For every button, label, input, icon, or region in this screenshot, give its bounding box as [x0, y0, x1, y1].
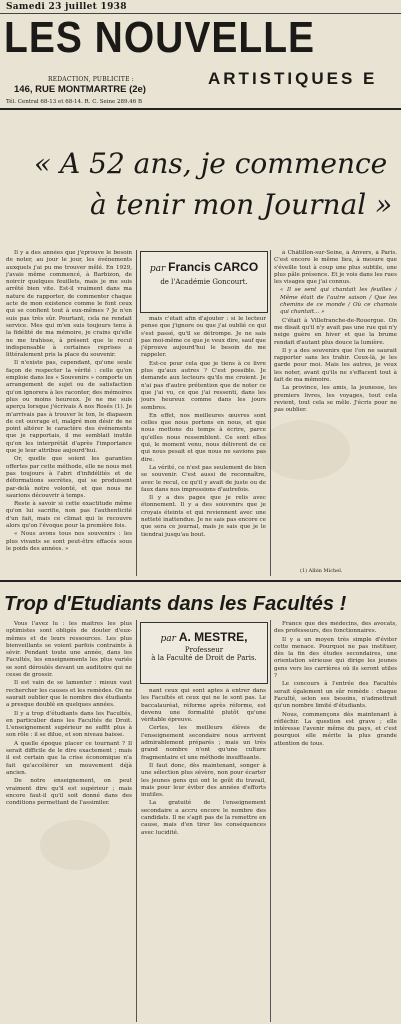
author-line: [141, 260, 267, 274]
paragraph: Le concours à l'entrée des Facultés serait également un sûr remède : chaque Faculté, selon ses besoins, n'admettrait qu'un nombre limité d'étudiants.: [274, 681, 397, 710]
article2-column-3: [274, 621, 397, 1021]
column-divider: [136, 250, 137, 576]
paragraph: nant ceux qui sont aptes à entrer dans les Facultés et ceux qui ne le sont pas. Le baccalauréat, réforme après réforme, est devenu une formalité plutôt qu'une véritable épreuve.: [141, 688, 266, 724]
paragraph: Vous l'avez lu : les maîtres les plus optimistes sont obligés de douter d'eux-mêmes et de leurs ressources. Les plus bienveillants se voient parfois contraints à sévir. Pendant toute une année, dans les Facultés, les enseignements les plus variés se sont déroulés devant un auditoire qui ne cesse de grossir.: [6, 621, 132, 679]
paragraph: Or, quelle que soient les garanties offertes par cette méthode, elle ne nous met pas toujours à l'abri d'infidélités et de déformations secrètes, qui se produisent par-delà notre volonté, et que nous ne saurions découvrir à temps.: [6, 456, 132, 499]
paragraph: Nous, commençons dès maintenant à réfléchir. La question est grave ; elle intéresse l'avenir même du pays, et c'est pourquoi elle mérite la plus grande attention de tous.: [274, 711, 397, 747]
paragraph: France que des médecins, des avocats, des professeurs, des fonctionnaires.: [274, 621, 397, 635]
redaction-label: REDACTION, PUBLICITE :: [48, 76, 135, 83]
phone-numbers: Tél. Central 68-13 et 68-14. R. C. Seine 289.46 B: [6, 99, 143, 105]
author-affiliation: de l'Académie Goncourt.: [160, 278, 248, 286]
paragraph: à Châtillon-sur-Seine, à Anvers, à Paris. C'est encore le même lieu, à mesure que s'éveille tout à coup une plus subtile, une plus pâle présence. Et je vois dans les rues les visages que j'ai connus.: [274, 250, 397, 286]
article1-column-2: [141, 316, 266, 576]
paragraph: Il n'existe pas, cependant, qu'une seule façon de respecter la vérité : celle qu'on emploie dans les « Souvenirs » comporte un arrangement de sujet ou de satisfaction qu'on ignorera à les raconter, des mémoires plus ou moins heureux. Je ne me suis aperçu lorsque j'écrivais À nos Rosés (1). Je m'arrivais pas à trouver le ton, le diapason de cet ouvrage et, malgré mon désir de ne point altérer le caractère des événements que je rapportais, il me semblait inutile qu'on les interprétât d'après l'importance que je leur attribue aujourd'hui.: [6, 360, 132, 455]
paragraph: Il y a trop d'étudiants dans les Facultés, en particulier dans les Facultés de Droit. L'enseignement supérieur ne suffit plus à son rôle : il se dilue, et son niveau baisse.: [6, 710, 132, 739]
paragraph: De notre enseignement, on peut vraiment dire qu'il est supérieur ; mais encore faut-il qu'il soit donné dans des conditions permettant de l'assimiler.: [6, 778, 132, 807]
paragraph: La province, les amis, la jeunesse, les premiers livres, les voyages, tout cela revient, tout cela se mêle. J'écris pour ne pas oublier.: [274, 385, 397, 414]
paragraph: « Nous avons tous nos souvenirs : les plus vivants se sont peut-être effacés sous le poids des années. »: [6, 531, 132, 552]
footnote: (1) Albin Michel.: [300, 568, 343, 574]
section-rule: [0, 580, 401, 582]
author-prefix: par: [160, 634, 176, 644]
paragraph: mais c'était afin d'ajouter : si le lecteur pense que j'ignore ou que j'ai oublié ce qui s'est passé, qu'il se détrompe. Je ne sais pas moi-même ce que je veux dire, sauf que j'éprouve aujourd'hui le besoin de me rappeler.: [141, 316, 266, 359]
article1-column-1: [6, 250, 132, 576]
paragraph: Certes, les meilleurs élèves de l'enseignement secondaire nous arrivent admirablement préparés ; mais un très grand nombre n'ont qu'une culture fragmentaire et une méthode insuffisante.: [141, 725, 266, 761]
article2-author-box: [140, 622, 268, 684]
paragraph: Il faut donc, dès maintenant, songer à une sélection plus sévère, non pour écarter les jeunes gens qui ont le goût du travail, mais pour leur éviter des années d'efforts inutiles.: [141, 762, 266, 799]
masthead-subtitle: ARTISTIQUES E: [208, 69, 378, 88]
column-divider: [136, 620, 137, 1022]
paragraph: La vérité, ce n'est pas seulement de bien se souvenir. C'est aussi de reconnaître, avec le recul, ce qu'il y avait de juste ou de faux dans nos impressions d'autrefois.: [141, 464, 266, 493]
author-line: [141, 630, 267, 644]
paragraph: C'était à Villefranche-de-Rouergue. On me disait qu'il n'y avait pas une rue qui n'y neige guère en hiver et que la brume rendait d'autant plus douce la lumière.: [274, 317, 397, 346]
issue-date: Samedi 23 juillet 1938: [6, 2, 127, 12]
paragraph: En effet, nos meilleures œuvres sont celles que nous portons en nous, et que nous mettons du temps à écrire, parce qu'elles nous ressemblent. Ce sont elles qui, le moment venu, nous délivrent de ce qui nous pesait et que nous ne savions pas dire.: [141, 412, 266, 463]
column-divider: [270, 250, 271, 576]
article1-headline-line1: « A 52 ans, je commence: [34, 147, 388, 180]
paragraph: Il y a un moyen très simple d'éviter cette menace. Pourquoi ne pas instituer, dès la fin des études secondaires, une orientation sérieuse qui dirige les jeunes gens vers les carrières où ils seront utiles ?: [274, 636, 397, 680]
paragraph: Il y a des souvenirs que l'on ne saurait rapporter sans les trahir. Ceux-là, je les garde pour moi. Mais les autres, je veux les noter, avant qu'ils ne s'effacent tout à fait de ma mémoire.: [274, 347, 397, 384]
paragraph: Il y a des pages que je relis avec étonnement. Il y a des souvenirs que je croyais éteints et qui reviennent avec une netteté inattendue. Je ne sais pas encore ce que sera ce journal, mais je sais que je le tiendrai jusqu'au bout.: [141, 495, 266, 538]
article2-headline: Trop d'Etudiants dans les Facultés !: [4, 593, 347, 615]
paragraph: Il y a des années que j'éprouve le besoin de noter, au jour le jour, les événements auxquels j'ai pu me trouver mêlé. En 1929, j'avais même commencé, à Barbizon, de noircir quelques feuillets, mais je me suis arrêté bien vite. Est-il vraiment dans ma nature de rapporter, de commenter chaque acte de mon existence comme le font ceux qui se confient tout à eux-mêmes ? Je n'en suis pas très sûr. Pourtant, cela ne rendait service. Mes qui m'en suis toujours tenu à la fidélité de ma mémoire, je crains qu'elle ne me trahisse, à présent que le recul indispensable à certaines reprises a littéralement pris la place du souvenir.: [6, 250, 132, 359]
article2-column-2: [141, 688, 266, 1021]
header-rule: [0, 108, 401, 110]
masthead: LES NOUVELLE: [4, 14, 316, 63]
article1-column-3: [274, 250, 397, 568]
author-title: Professeur: [184, 646, 224, 654]
article2-column-1: [6, 621, 132, 1021]
article1-headline-line2: à tenir mon Journal »: [90, 188, 393, 221]
paragraph: Reste à savoir si cette exactitude même qu'on lui sacrifie, non pas l'authenticité d'un fait, mais ce climat qui le recouvre alors qu'on l'évoque pour la première fois.: [6, 501, 132, 529]
paragraph: A quelle époque placer ce tournant ? Il serait difficile de le dire exactement ; mais il est certain que la crise économique n'a fait qu'accélérer un mouvement déjà ancien.: [6, 740, 132, 776]
address: 146, RUE MONTMARTRE (2e): [14, 84, 146, 95]
author-name: A. MESTRE,: [178, 630, 248, 644]
author-name: Francis CARCO: [168, 260, 259, 274]
article1-author-box: [140, 251, 268, 313]
author-prefix: par: [149, 264, 166, 274]
poem: « Il se sent qui chantait les feuilles / Même était de l'autre saison / Que les chemins de ce monde / Où ce chamois qui chantait... »: [280, 287, 397, 316]
paragraph: Est-ce pour cela que je tiens à ce livre plus qu'aux autres ? C'est possible. Je demande aux lecteurs qu'ils me croient. Je n'ai pas d'autre prétention que de noter ce que j'ai vu, ce que j'ai ressenti, dans les jours heureux comme dans les jours sombres.: [141, 360, 266, 411]
paragraph: Il est vain de se lamenter : mieux vaut rechercher les causes et les remèdes. On ne saurait oublier que le nombre des étudiants a presque doublé en quelques années.: [6, 680, 132, 709]
column-divider: [270, 620, 271, 1022]
author-affiliation: à la Faculté de Droit de Paris.: [151, 654, 257, 662]
paragraph: La gratuité de l'enseignement secondaire a accru encore le nombre des candidats. Il ne s'agit pas de la remettre en cause, mais d'en tirer les conséquences avec lucidité.: [141, 800, 266, 836]
